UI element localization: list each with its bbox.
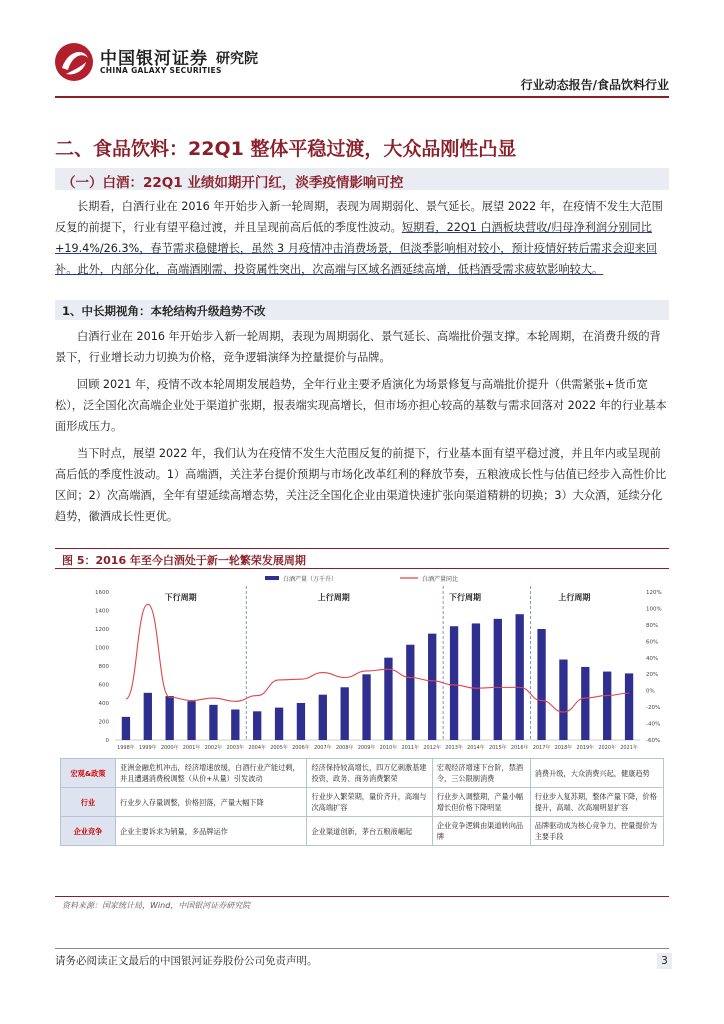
table-cell: 品牌驱动成为核心竞争力，控量提价为主要手段 bbox=[530, 817, 663, 846]
paragraph-cycle: 白酒行业在 2016 年开始步入新一轮周期，表现为周期弱化、景气延长、高端批价强支撑。本轮周期，在消费升级的背景下，行业增长动力切换为价格，竞争逻辑演绎为控量提价与品牌。 bbox=[55, 330, 661, 364]
section-subtitle: （一）白酒：22Q1 业绩如期开门红，淡季疫情影响可控 bbox=[62, 175, 404, 191]
subsection-heading: 1、中长期视角：本轮结构升级趋势不改 bbox=[62, 304, 266, 318]
left-axis-tick: 800 bbox=[98, 664, 109, 670]
left-axis-tick: 1400 bbox=[95, 608, 109, 615]
x-axis-tick: 2015年 bbox=[488, 745, 507, 751]
bar-production bbox=[231, 709, 239, 740]
x-axis-tick: 2014年 bbox=[467, 745, 485, 751]
right-axis-tick: 20% bbox=[646, 672, 659, 679]
logo-institute: 研究院 bbox=[216, 51, 258, 67]
bar-production bbox=[406, 645, 414, 740]
x-axis-tick: 2000年 bbox=[160, 745, 179, 751]
x-axis-tick: 2005年 bbox=[270, 745, 288, 751]
x-axis-tick: 2017年 bbox=[532, 745, 551, 751]
x-axis-tick: 2018年 bbox=[554, 745, 573, 751]
x-axis-tick: 2008年 bbox=[335, 745, 354, 751]
left-axis-tick: 1000 bbox=[95, 645, 109, 652]
bar-production bbox=[144, 693, 152, 740]
x-axis-tick: 2013年 bbox=[445, 745, 463, 751]
bar-production bbox=[275, 708, 283, 740]
left-axis-tick: 0 bbox=[105, 738, 109, 744]
table-row bbox=[61, 817, 664, 846]
right-axis-tick: 80% bbox=[646, 622, 659, 629]
phase-label: 上行周期 bbox=[558, 593, 591, 602]
paragraph-outlook-2022: 当下时点，展望 2022 年，我们认为在疫情不发生大范围反复的前提下，行业基本面有望平稳过渡，并且年内或呈现前高后低的季度性波动。1）高端酒，关注茅台提价预期与市场化改革红利的释放节奏，五粮液成长性与估值已经步入高性价比区间；2）次高端酒，全年有望延续高增态势，关注泛全国化企业由渠道快速扩张向渠道精耕的切换；3）大众酒，延续分化趋势，徽酒成长性更优。 bbox=[55, 447, 667, 523]
bar-production bbox=[187, 701, 195, 740]
right-axis-tick: 40% bbox=[646, 655, 659, 662]
table-row-header: 行业 bbox=[61, 788, 116, 817]
bar-production bbox=[428, 634, 436, 740]
table-cell: 行业步入繁荣期，量价齐升，高端与次高端扩容 bbox=[307, 788, 432, 817]
x-axis-tick: 2004年 bbox=[248, 745, 267, 751]
left-axis-tick: 1200 bbox=[95, 627, 109, 633]
right-axis-tick: -20% bbox=[646, 705, 661, 712]
right-axis-tick: -60% bbox=[646, 738, 661, 744]
table-cell: 企业主要诉求为销量，多品牌运作 bbox=[116, 817, 307, 846]
paragraph-review-2021: 回顾 2021 年，疫情不改本轮周期发展趋势，全年行业主要矛盾演化为场景修复与高端批价提升（供需紧张+货币宽松），泛全国化次高端企业处于渠道扩张期，报表端实现高增长，但市场亦担心较高的基数与需求回落对 2022 年的行业基本面形成压力。 bbox=[55, 378, 667, 433]
figure-title-rule bbox=[55, 568, 669, 569]
legend-bar-swatch bbox=[265, 576, 279, 580]
figure-bottom-rule bbox=[55, 896, 669, 897]
x-axis-tick: 2019年 bbox=[576, 745, 595, 751]
bar-production bbox=[603, 672, 611, 740]
figure-top-rule bbox=[55, 548, 669, 549]
right-axis-tick: -40% bbox=[646, 721, 661, 728]
bar-production bbox=[362, 674, 370, 740]
table-cell: 宏观经济增速下台阶，禁酒令，三公限制消费 bbox=[432, 759, 530, 788]
x-axis-tick: 2021年 bbox=[620, 745, 638, 751]
yoy-line bbox=[126, 604, 629, 712]
bar-production bbox=[319, 695, 327, 740]
bar-production bbox=[537, 629, 545, 740]
legend-bar-label: 白酒产量（万千升） bbox=[283, 576, 338, 583]
production-chart bbox=[60, 572, 664, 754]
x-axis-tick: 2016年 bbox=[510, 745, 529, 751]
left-axis-tick: 600 bbox=[98, 682, 109, 689]
left-axis-tick: 200 bbox=[98, 719, 109, 726]
x-axis-tick: 2002年 bbox=[204, 745, 223, 751]
x-axis-tick: 2001年 bbox=[182, 745, 201, 751]
bar-production bbox=[450, 626, 458, 740]
left-axis-tick: 1600 bbox=[95, 590, 109, 596]
footer-disclaimer: 请务必阅读正文最后的中国银河证券股份公司免责声明。 bbox=[55, 955, 318, 967]
phase-label: 下行周期 bbox=[164, 593, 197, 602]
paragraph-overview bbox=[55, 196, 669, 280]
figure-source: 资料来源：国家统计局，Wind，中国银河证券研究院 bbox=[62, 901, 251, 910]
document-type: 行业动态报告/食品饮料行业 bbox=[520, 78, 669, 92]
table-row bbox=[61, 759, 664, 788]
header-divider bbox=[55, 96, 669, 98]
right-axis-tick: 100% bbox=[646, 606, 662, 613]
bar-production bbox=[209, 705, 217, 740]
figure-title: 图 5：2016 年至今白酒处于新一轮繁荣发展周期 bbox=[62, 554, 306, 567]
x-axis-tick: 2012年 bbox=[423, 745, 442, 751]
table-cell: 经济保持较高增长，四万亿刺激基建投资，政务、商务消费繁荣 bbox=[307, 759, 432, 788]
table-cell: 行业步入存量调整，价格回落，产量大幅下降 bbox=[116, 788, 307, 817]
section-title: 二、食品饮料：22Q1 整体平稳过渡，大众品刚性凸显 bbox=[55, 138, 517, 160]
table-cell: 行业步入复苏期，整体产量下降，价格提升，高端、次高端明显扩容 bbox=[530, 788, 663, 817]
left-axis-tick: 400 bbox=[98, 701, 109, 707]
right-axis-tick: 0% bbox=[646, 688, 655, 695]
table-row-header: 宏观&政策 bbox=[61, 759, 116, 788]
table-cell: 企业竞争逻辑由渠道转向品牌 bbox=[432, 817, 530, 846]
table-row-header: 企业竞争 bbox=[61, 817, 116, 846]
bar-production bbox=[297, 703, 305, 740]
page-number: 3 bbox=[657, 953, 672, 969]
bar-production bbox=[122, 717, 130, 740]
company-logo-icon bbox=[52, 40, 96, 84]
x-axis-tick: 2011年 bbox=[401, 745, 420, 751]
x-axis-tick: 1998年 bbox=[117, 745, 135, 751]
right-axis-tick: 120% bbox=[646, 590, 662, 596]
bar-production bbox=[341, 687, 349, 740]
x-axis-tick: 1999年 bbox=[138, 745, 157, 751]
x-axis-tick: 2006年 bbox=[292, 745, 310, 751]
bar-production bbox=[625, 673, 633, 740]
x-axis-tick: 2003年 bbox=[226, 745, 245, 751]
phase-label: 下行周期 bbox=[449, 593, 481, 602]
bar-production bbox=[581, 667, 589, 740]
phase-label: 上行周期 bbox=[317, 593, 350, 602]
bar-production bbox=[494, 619, 502, 740]
right-axis-tick: 60% bbox=[646, 639, 659, 646]
table-cell: 亚洲金融危机冲击，经济增速放缓，白酒行业产能过剩，并且遭遇消费税调整（从价+从量）引发波动 bbox=[116, 759, 307, 788]
x-axis-tick: 2010年 bbox=[379, 745, 398, 751]
paragraph-overview-highlight: 短期看，22Q1 白酒板块营收/归母净利润分别同比+19.4%/26.3%，春节需求稳健增长，虽然 3 月疫情冲击消费场景，但淡季影响相对较小，预计疫情好转后需求会迎来回补。此外，内部分化，高端酒刚需、投资属性突出，次高端与区域名酒延续高增，低档酒受需求疲软影响较大。 bbox=[55, 221, 657, 276]
cycle-comparison-table bbox=[60, 758, 664, 846]
x-axis-tick: 2007年 bbox=[313, 745, 332, 751]
footer-divider bbox=[55, 948, 669, 949]
table-cell: 行业步入调整期，产量小幅增长但价格下降明显 bbox=[432, 788, 530, 817]
logo-english-name: CHINA GALAXY SECURITIES bbox=[100, 66, 222, 75]
logo-chinese-name: 中国银河证券 bbox=[100, 49, 208, 69]
bar-production bbox=[516, 614, 524, 740]
table-cell: 企业渠道创新，茅台五粮液崛起 bbox=[307, 817, 432, 846]
bar-production bbox=[166, 696, 174, 740]
x-axis-tick: 2020年 bbox=[598, 745, 617, 751]
paragraph-overview-plain: 长期看，白酒行业在 2016 年开始步入新一轮周期，表现为周期弱化、景气延长。展望 2022 年，在疫情不发生大范围反复的前提下，行业有望平稳过渡，并且呈现前高后低的季度性波动。 bbox=[55, 200, 663, 234]
x-axis-tick: 2009年 bbox=[357, 745, 376, 751]
bar-production bbox=[472, 623, 480, 740]
table-row bbox=[61, 788, 664, 817]
legend-line-label: 白酒产量同比 bbox=[422, 576, 459, 583]
bar-production bbox=[253, 711, 261, 740]
bar-production bbox=[559, 660, 567, 740]
table-cell: 消费升级，大众消费兴起，健康趋势 bbox=[530, 759, 663, 788]
